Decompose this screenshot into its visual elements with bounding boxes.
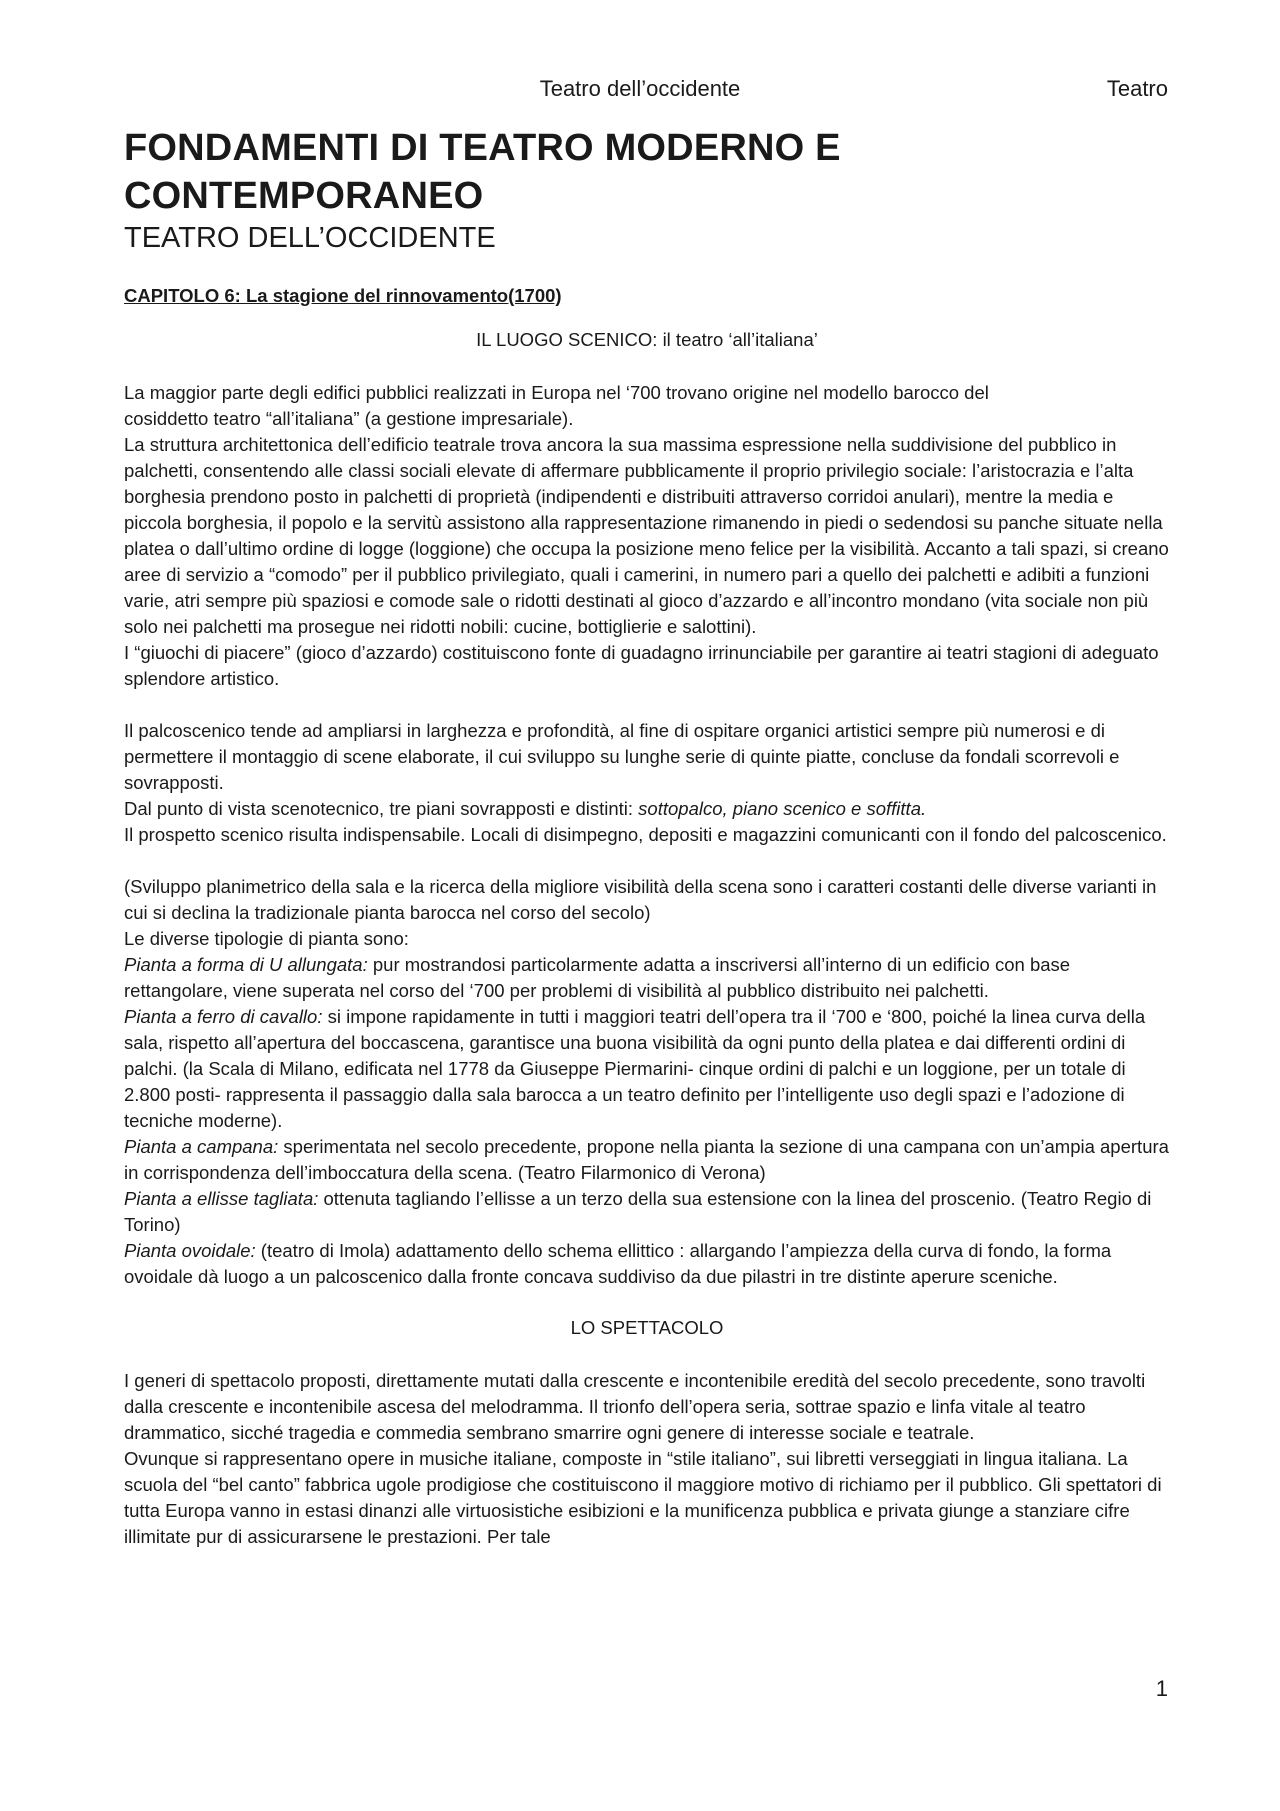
page-number: 1 [1155, 1676, 1168, 1701]
paragraph: I generi di spettacolo proposti, direttamente mutati dalla crescente e incontenibile eredità del secolo precedente, sono travolti dalla crescente e incontenibile ascesa del melodramma. Il trionfo dell’opera seria, sottrae spazio e linfa vitale al teatro drammatico, sicché tragedia e commedia sembrano smarrire ogni genere di interesse sociale e teatrale. [124, 1370, 1146, 1443]
paragraph-line: cosiddetto teatro “all’italiana” (a gestione impresariale). [124, 408, 574, 429]
paragraph: Ovunque si rappresentano opere in musiche italiane, composte in “stile italiano”, sui libretti verseggiati in lingua italiana. La scuola del “bel canto” fabbrica ugole prodigiose che costituiscono il maggiore motivo di richiamo per il pubblico. Gli spettatori di tutta Europa vanno in estasi dinanzi alle virtuosistiche esibizioni e la munificenza pubblica e privata giunge a stanziare cifre illimitate pur di assicurarsene le prestazioni. Per tale [124, 1448, 1162, 1547]
pianta-ellisse-text: ottenuta tagliando l’ellisse a un terzo della sua estensione con la linea del proscenio. (Teatro Regio di Torino) [124, 1188, 1152, 1235]
running-header-subject: Teatro [1106, 76, 1168, 101]
document-title-line1: FONDAMENTI DI TEATRO MODERNO E [124, 127, 841, 169]
paragraph [124, 796, 1170, 822]
page-content [124, 124, 1170, 1550]
pianta-ferro-item [124, 1004, 1170, 1134]
pianta-ellisse-label: Pianta a ellisse tagliata: [124, 1188, 319, 1209]
pianta-ellisse-item [124, 1186, 1170, 1238]
paragraph-gap [124, 692, 1170, 718]
document-subtitle: TEATRO DELL’OCCIDENTE [124, 222, 496, 254]
section-heading-spettacolo: LO SPETTACOLO [570, 1317, 724, 1338]
document-title [124, 124, 1170, 220]
pianta-campana-text: sperimentata nel secolo precedente, propone nella pianta la sezione di una campana con un’ampia apertura in corrispondenza dell’imboccatura della scena. (Teatro Filarmonico di Verona) [124, 1136, 1169, 1183]
pianta-ferro-label: Pianta a ferro di cavallo: [124, 1006, 323, 1027]
pianta-ovoidale-item [124, 1238, 1170, 1290]
paragraph: Il prospetto scenico risulta indispensabile. Locali di disimpegno, depositi e magazzini comunicanti con il fondo del palcoscenico. [124, 824, 1167, 845]
section-heading-luogo-scenico: IL LUOGO SCENICO: il teatro ‘all’italiana’ [476, 329, 818, 350]
paragraph-gap [124, 848, 1170, 874]
pianta-u-text: pur mostrandosi particolarmente adatta a inscriversi all’interno di un edificio con base rettangolare, viene superata nel corso del ‘700 per problemi di visibilità al pubblico distribuito nei palchetti. [124, 954, 1071, 1001]
paragraph-italic-text: sottopalco, piano scenico e soffitta. [638, 798, 927, 819]
paragraph-gap [124, 1290, 1170, 1316]
paragraph: Il palcoscenico tende ad ampliarsi in larghezza e profondità, al fine di ospitare organici artistici sempre più numerosi e di permettere il montaggio di scene elaborate, il cui sviluppo su lunghe serie di quinte piatte, concluse da fondali scorrevoli e sovrapposti. [124, 720, 1120, 793]
chapter-heading: CAPITOLO 6: La stagione del rinnovamento(1700) [124, 285, 562, 306]
pianta-campana-label: Pianta a campana: [124, 1136, 279, 1157]
paragraph: La struttura architettonica dell’edificio teatrale trova ancora la sua massima espressione nella suddivisione del pubblico in palchetti, consentendo alle classi sociali elevate di affermare pubblicamente il proprio privilegio sociale: l’aristocrazia e l’alta borghesia prendono posto in palchetti di proprietà (indipendenti e distribuiti attraverso corridoi anulari), mentre la media e piccola borghesia, il popolo e la servitù assistono alla rappresentazione rimanendo in piedi o sedendosi su panche situate nella platea o dall’ultimo ordine di logge (loggione) che occupa la posizione meno felice per la visibilità. Accanto a tali spazi, si creano aree di servizio a “comodo” per il pubblico privilegiato, quali i camerini, in numero pari a quello dei palchetti e adibiti a funzioni varie, atri sempre più spaziosi e comode sale o ridotti destinati al gioco d’azzardo e all’incontro mondano (vita sociale non più solo nei palchetti ma prosegue nei ridotti nobili: cucine, bottiglierie e salottini). [124, 434, 1169, 637]
pianta-campana-item [124, 1134, 1170, 1186]
paragraph: Le diverse tipologie di pianta sono: [124, 928, 409, 949]
pianta-ferro-text: si impone rapidamente in tutti i maggiori teatri dell’opera tra il ‘700 e ‘800, poiché la linea curva della sala, rispetto all’apertura del boccascena, garantisce una buona visibilità da ogni punto della platea e dai differenti ordini di palchi. (la Scala di Milano, edificata nel 1778 da Giuseppe Piermarini- cinque ordini di palchi e un loggione, per un totale di 2.800 posti- rappresenta il passaggio dalla sala barocca a un teatro definito per l’intelligente uso degli spazi e l’adozione di tecniche moderne). [124, 1006, 1146, 1131]
document-title-line2: CONTEMPORANEO [124, 175, 484, 217]
paragraph-text: Dal punto di vista scenotecnico, tre piani sovrapposti e distinti: [124, 798, 639, 819]
pianta-u-item [124, 952, 1170, 1004]
paragraph: I “giuochi di piacere” (gioco d’azzardo) costituiscono fonte di guadagno irrinunciabile per garantire ai teatri stagioni di adeguato splendore artistico. [124, 642, 1159, 689]
paragraph: (Sviluppo planimetrico della sala e la ricerca della migliore visibilità della scena sono i caratteri costanti delle diverse varianti in cui si declina la tradizionale pianta barocca nel corso del secolo) [124, 876, 1157, 923]
running-header-title: Teatro dell’occidente [539, 76, 741, 101]
pianta-u-label: Pianta a forma di U allungata: [124, 954, 368, 975]
paragraph-line: La maggior parte degli edifici pubblici realizzati in Europa nel ‘700 trovano origine nel modello barocco del [124, 382, 989, 403]
pianta-ovoidale-label: Pianta ovoidale: [124, 1240, 256, 1261]
paragraph [124, 380, 1170, 432]
pianta-ovoidale-text: (teatro di Imola) adattamento dello schema ellittico : allargando l’ampiezza della curva di fondo, la forma ovoidale dà luogo a un palcoscenico dalla fronte concava suddiviso da due pilastri in tre distinte aperure sceniche. [124, 1240, 1112, 1287]
